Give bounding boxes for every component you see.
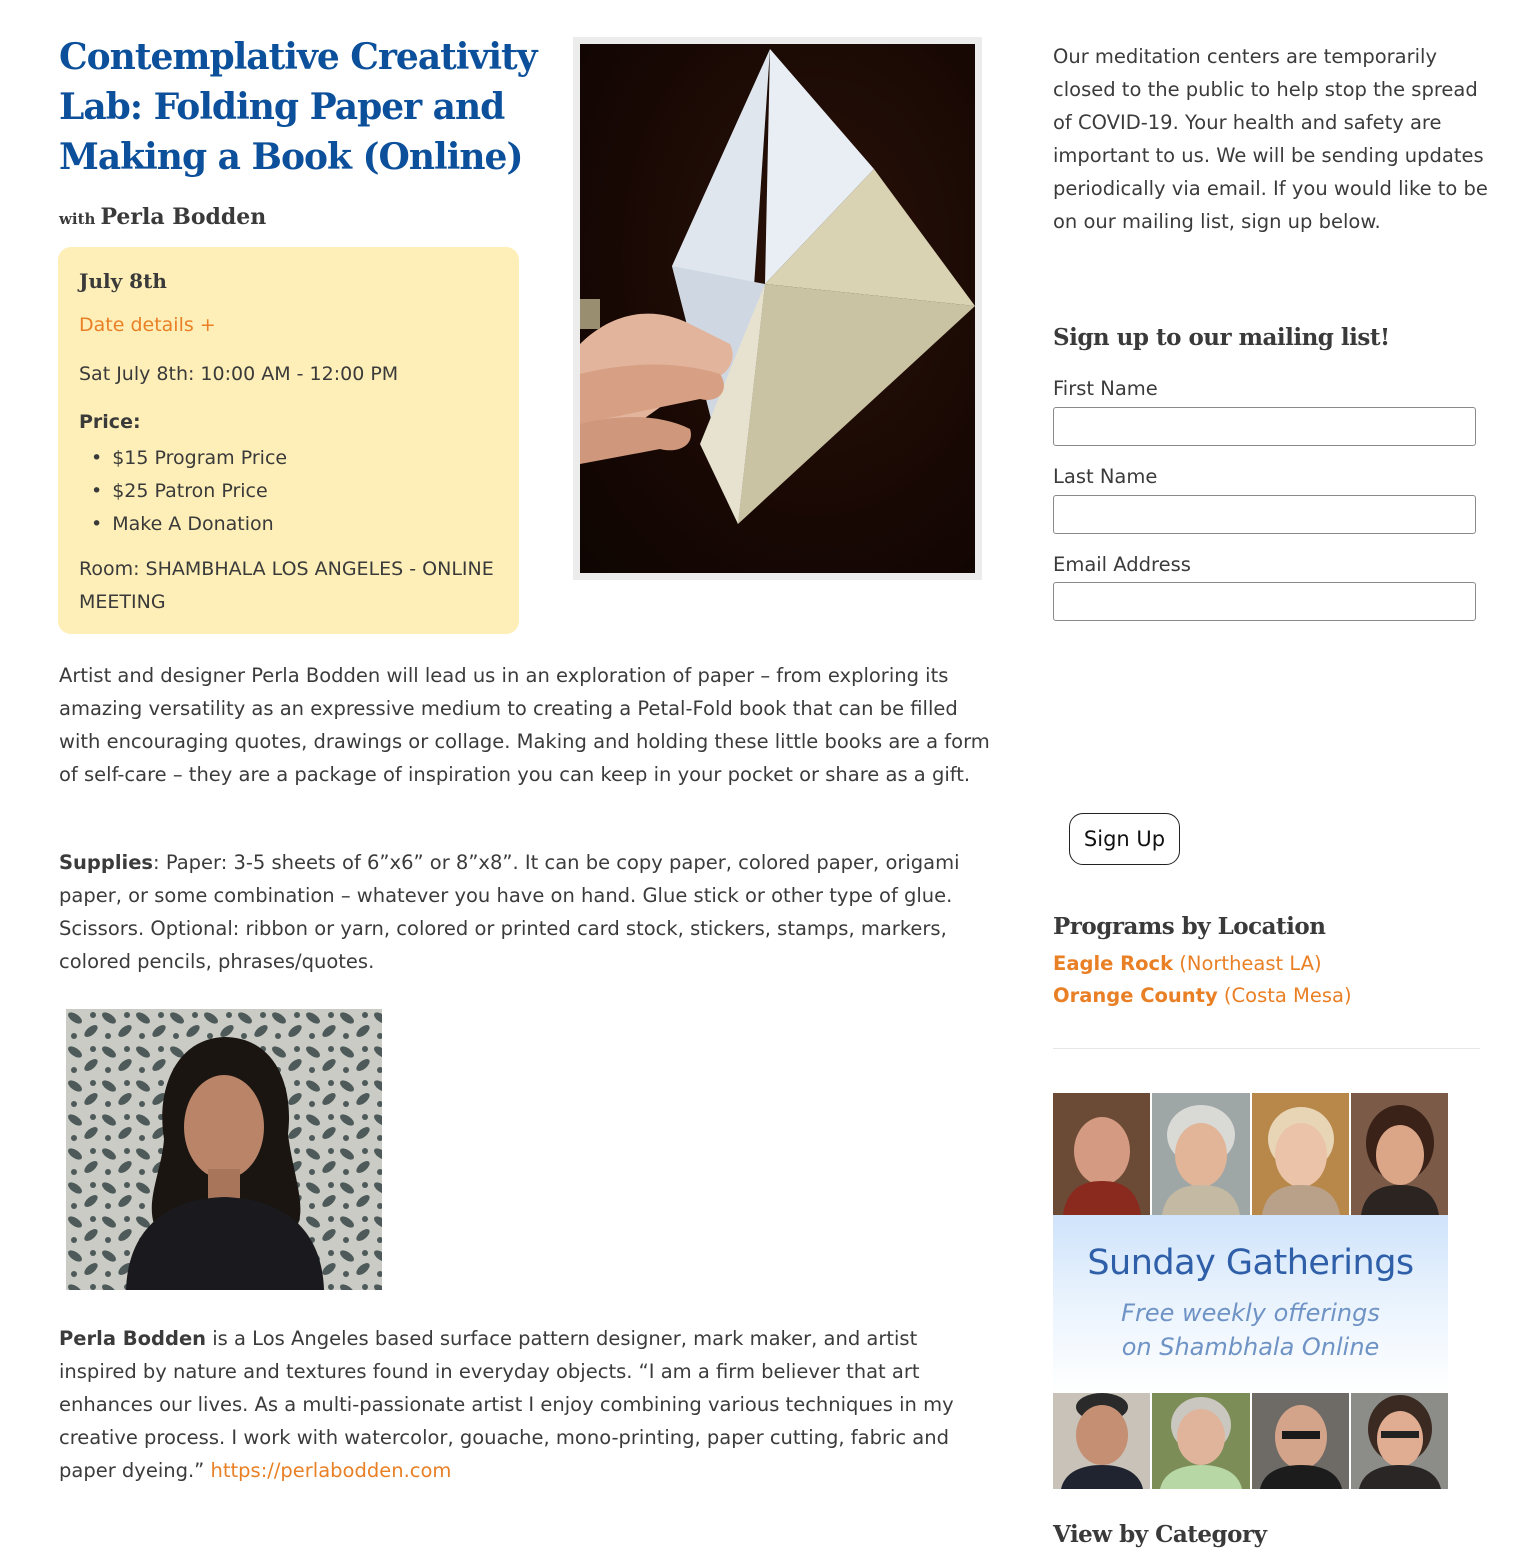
teacher-name: Perla Bodden (100, 204, 267, 230)
first-name-label: First Name (1053, 377, 1158, 400)
teacher-website-link[interactable]: https://perlabodden.com (210, 1459, 452, 1482)
event-title: Contemplative Creativity Lab: Folding Paper and Making a Book (Online) (59, 36, 537, 178)
location-name: Eagle Rock (1053, 952, 1174, 975)
location-area: (Northeast LA) (1173, 952, 1322, 975)
location-link-orange-county[interactable] (1053, 984, 1352, 1007)
date-title: July 8th (79, 269, 167, 293)
banner-faces-bottom (1053, 1393, 1448, 1489)
supplies-text: : Paper: 3-5 sheets of 6”x6” or 8”x8”. It can be copy paper, colored paper, origami paper, or some combination – whatever you have on hand. Glue stick or other type of glue. Scissors. Optional: ribbon or yarn, colored or printed card stock, stickers, stamps, markers, colored pencils, phrases/quotes. (59, 851, 960, 973)
portrait-illustration (66, 1009, 382, 1290)
teacher-portrait (66, 1009, 382, 1290)
location-link-eagle-rock[interactable] (1053, 952, 1322, 975)
email-label: Email Address (1053, 553, 1191, 576)
email-field[interactable] (1053, 582, 1476, 621)
banner-portrait (1351, 1393, 1448, 1489)
event-description: Artist and designer Perla Bodden will lead us in an exploration of paper – from exploring its amazing versatility as an expressive medium to creating a Petal-Fold book that can be filled with encouraging quotes, drawings or collage. Making and holding these little books are a form of self-care – they are a package of inspiration you can keep in your pocket or share as a gift. (59, 664, 990, 786)
folded-paper-illustration (580, 44, 975, 573)
bio-text: is a Los Angeles based surface pattern designer, mark maker, and artist inspired by nature and textures found in everyday objects. “I am a firm believer that art enhances our lives. As a multi-passionate artist I enjoy combining various techniques in my creative process. I work with watercolor, gouache, mono-printing, paper cutting, fabric and paper dyeing.” (59, 1327, 954, 1482)
event-photo-folded-paper (573, 37, 982, 580)
banner-title: Sunday Gatherings (1087, 1243, 1414, 1283)
banner-faces-top (1053, 1093, 1448, 1215)
bio-name: Perla Bodden (59, 1327, 207, 1350)
covid-notice: Our meditation centers are temporarily closed to the public to help stop the spread of COVID-19. Your health and safety are important to us. We will be sending updates periodically via email. If you would like to be on our mailing list, sign up below. (1053, 45, 1488, 233)
date-details-link[interactable]: Date details + (79, 314, 216, 336)
location-name: Orange County (1053, 984, 1218, 1007)
supplies-paragraph (59, 846, 994, 978)
last-name-label: Last Name (1053, 465, 1158, 488)
price-list (91, 442, 287, 541)
banner-portrait (1053, 1393, 1152, 1489)
date-time: Sat July 8th: 10:00 AM - 12:00 PM (79, 363, 399, 385)
banner-portrait (1152, 1093, 1251, 1215)
view-by-category-heading: View by Category (1053, 1521, 1267, 1548)
price-label: Price: (79, 411, 141, 433)
sidebar-divider (1053, 1048, 1480, 1049)
first-name-field[interactable] (1053, 407, 1476, 446)
programs-by-location-heading: Programs by Location (1053, 913, 1326, 940)
banner-portrait (1152, 1393, 1251, 1489)
price-item: • Make A Donation (91, 508, 287, 541)
mailing-list-heading: Sign up to our mailing list! (1053, 324, 1390, 351)
sign-up-button[interactable]: Sign Up (1069, 813, 1180, 865)
with-label: with (59, 210, 96, 228)
teacher-bio (59, 1322, 994, 1487)
banner-subtitle-2: on Shambhala Online (1121, 1333, 1380, 1361)
banner-portrait (1252, 1393, 1351, 1489)
sunday-gatherings-banner[interactable] (1053, 1093, 1448, 1489)
price-item: • $25 Patron Price (91, 475, 287, 508)
event-teacher-line (59, 204, 266, 230)
room-info: Room: SHAMBHALA LOS ANGELES - ONLINE MEETING (79, 558, 494, 613)
last-name-field[interactable] (1053, 495, 1476, 534)
price-item: • $15 Program Price (91, 442, 287, 475)
banner-text-area (1053, 1215, 1448, 1393)
banner-portrait (1053, 1093, 1152, 1215)
location-area: (Costa Mesa) (1217, 984, 1352, 1007)
supplies-label: Supplies (59, 851, 154, 874)
date-info-box (58, 247, 519, 634)
banner-portrait (1351, 1093, 1448, 1215)
banner-subtitle-1: Free weekly offerings (1121, 1299, 1380, 1327)
banner-portrait (1252, 1093, 1351, 1215)
